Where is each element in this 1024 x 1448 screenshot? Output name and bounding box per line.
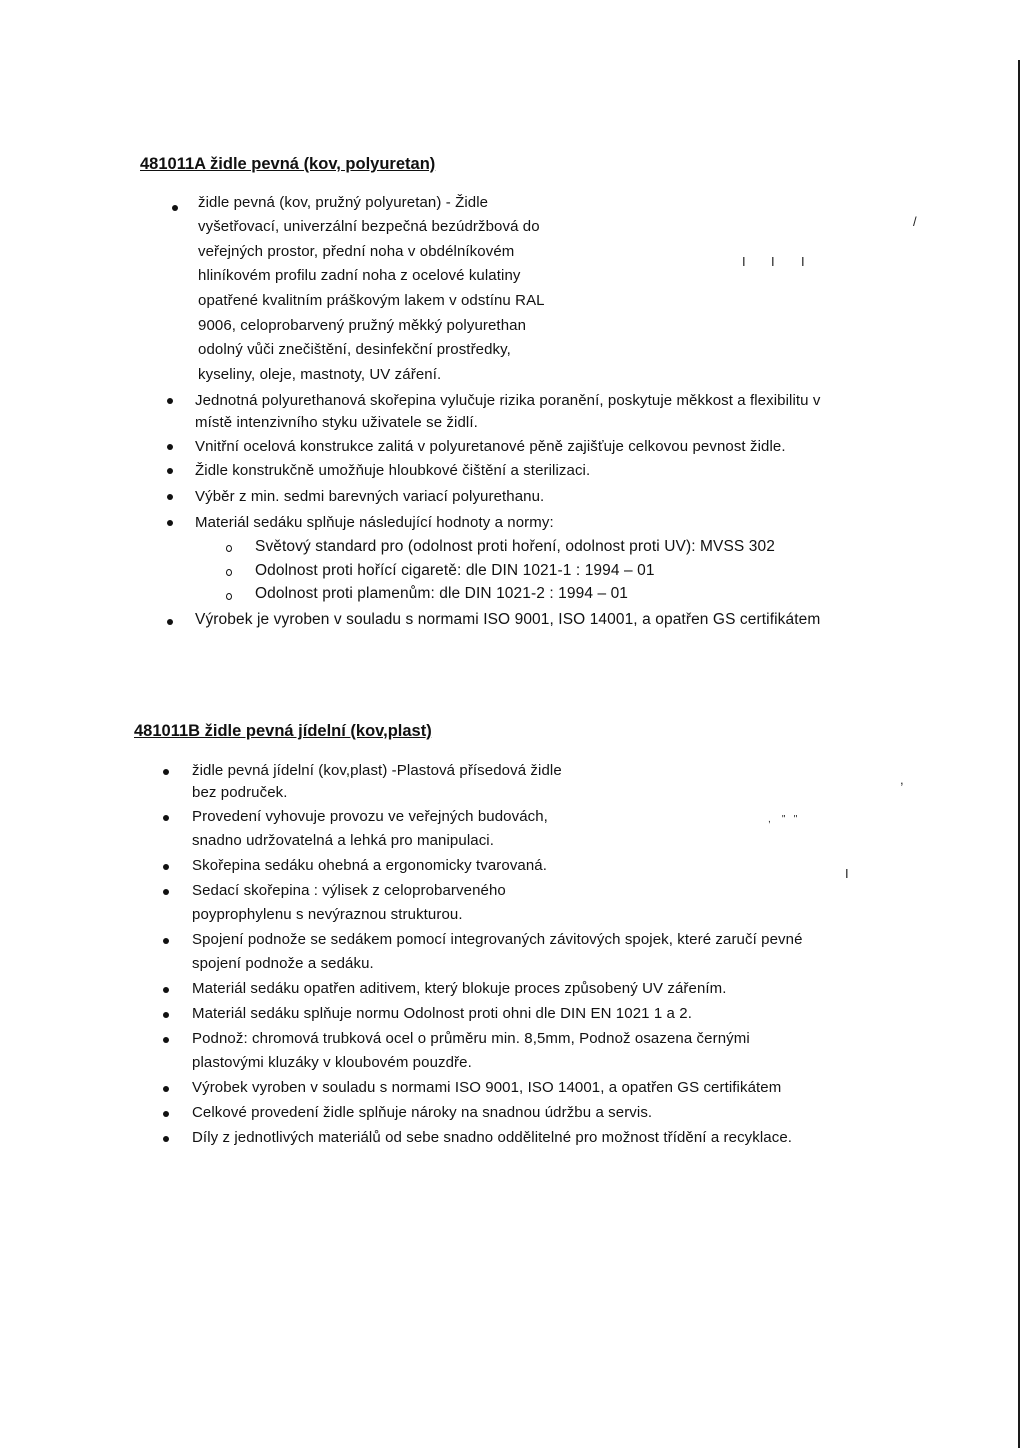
- scan-mark: ,: [900, 772, 904, 787]
- list-item-text: Židle konstrukčně umožňuje hloubkové čištění a sterilizaci.: [195, 462, 591, 479]
- list-item-text: Díly z jednotlivých materiálů od sebe snadno oddělitelné pro možnost třídění a recyklace.: [192, 1129, 793, 1146]
- section-title: 481011B židle pevná jídelní (kov,plast): [134, 722, 432, 740]
- scan-mark: I: [771, 254, 775, 269]
- bullet-icon: [167, 520, 173, 526]
- list-item-text: veřejných prostor, přední noha v obdélníkovém: [198, 243, 515, 260]
- bullet-icon: [163, 769, 169, 775]
- bullet-icon: [167, 444, 173, 450]
- bullet-icon: [167, 398, 173, 404]
- list-item-text: Materiál sedáku opatřen aditivem, který blokuje proces způsobený UV zářením.: [192, 980, 727, 997]
- scan-mark: I: [845, 866, 849, 881]
- bullet-icon: [167, 494, 173, 500]
- bullet-icon: [163, 1012, 169, 1018]
- list-item-text: Skořepina sedáku ohebná a ergonomicky tvarovaná.: [192, 857, 548, 874]
- list-item-text: Sedací skořepina : výlisek z celoprobarveného: [192, 882, 506, 899]
- list-item-text: Výrobek vyroben v souladu s normami ISO 9001, ISO 14001, a opatřen GS certifikátem: [192, 1079, 782, 1096]
- list-item-text: Jednotná polyurethanová skořepina vylučuje rizika poranění, poskytuje měkkost a flexibilitu v: [195, 392, 821, 409]
- sub-list-item-text: Odolnost proti plamenům: dle DIN 1021-2 : 1994 – 01: [255, 585, 629, 602]
- list-item-text: Provedení vyhovuje provozu ve veřejných budovách,: [192, 808, 548, 825]
- bullet-icon: [163, 1086, 169, 1092]
- bullet-icon: [163, 889, 169, 895]
- sub-list-item-text: Světový standard pro (odolnost proti hoření, odolnost proti UV): MVSS 302: [255, 538, 775, 555]
- scan-mark: I: [742, 254, 746, 269]
- list-item-text: opatřené kvalitním práškovým lakem v odstínu RAL: [198, 292, 545, 309]
- bullet-icon: [163, 1111, 169, 1117]
- bullet-icon: [167, 619, 173, 625]
- scan-mark: /: [913, 214, 917, 229]
- circle-bullet-icon: [226, 593, 232, 600]
- list-item-text: Výběr z min. sedmi barevných variací polyurethanu.: [195, 488, 545, 505]
- bullet-icon: [163, 987, 169, 993]
- bullet-icon: [172, 205, 178, 211]
- list-item-text: poyprophylenu s nevýraznou strukturou.: [192, 906, 463, 923]
- list-item-text: místě intenzivního styku uživatele se židlí.: [195, 414, 478, 431]
- list-item-text: Celkové provedení židle splňuje nároky na snadnou údržbu a servis.: [192, 1104, 653, 1121]
- list-item-text: odolný vůči znečištění, desinfekční prostředky,: [198, 341, 511, 358]
- list-item-text: Vnitřní ocelová konstrukce zalitá v polyuretanové pěně zajišťuje celkovou pevnost židle.: [195, 438, 786, 455]
- bullet-icon: [163, 938, 169, 944]
- scan-mark: I: [801, 254, 805, 269]
- list-item-text: 9006, celoprobarvený pružný měkký polyurethan: [198, 317, 527, 334]
- list-item-text: snadno udržovatelná a lehká pro manipulaci.: [192, 832, 494, 849]
- list-item-text: Spojení podnože se sedákem pomocí integrovaných závitových spojek, které zaručí pevné: [192, 931, 803, 948]
- page-edge-line: [1018, 60, 1020, 1448]
- circle-bullet-icon: [226, 569, 232, 576]
- bullet-icon: [163, 815, 169, 821]
- section-title: 481011A židle pevná (kov, polyuretan): [140, 155, 436, 173]
- list-item-text: Materiál sedáku splňuje následující hodnoty a normy:: [195, 514, 554, 531]
- list-item-text: vyšetřovací, univerzální bezpečná bezúdržbová do: [198, 218, 540, 235]
- bullet-icon: [163, 1136, 169, 1142]
- list-item-text: Výrobek je vyroben v souladu s normami ISO 9001, ISO 14001, a opatřen GS certifikátem: [195, 611, 821, 628]
- list-item-text: Materiál sedáku splňuje normu Odolnost proti ohni dle DIN EN 1021 1 a 2.: [192, 1005, 692, 1022]
- scan-mark: , " ": [768, 814, 798, 825]
- list-item-text: Podnož: chromová trubková ocel o průměru min. 8,5mm, Podnož osazena černými: [192, 1030, 750, 1047]
- bullet-icon: [163, 1037, 169, 1043]
- list-item-text: kyseliny, oleje, mastnoty, UV záření.: [198, 366, 442, 383]
- sub-list-item-text: Odolnost proti hořící cigaretě: dle DIN 1021-1 : 1994 – 01: [255, 562, 655, 579]
- list-item-text: bez područek.: [192, 784, 288, 801]
- list-item-text: židle pevná (kov, pružný polyuretan) - Židle: [198, 194, 489, 211]
- list-item-text: plastovými kluzáky v kloubovém pouzdře.: [192, 1054, 472, 1071]
- bullet-icon: [167, 468, 173, 474]
- list-item-text: spojení podnože a sedáku.: [192, 955, 374, 972]
- circle-bullet-icon: [226, 545, 232, 552]
- list-item-text: hliníkovém profilu zadní noha z ocelové kulatiny: [198, 267, 521, 284]
- list-item-text: židle pevná jídelní (kov,plast) -Plastová přísedová židle: [192, 762, 562, 779]
- bullet-icon: [163, 864, 169, 870]
